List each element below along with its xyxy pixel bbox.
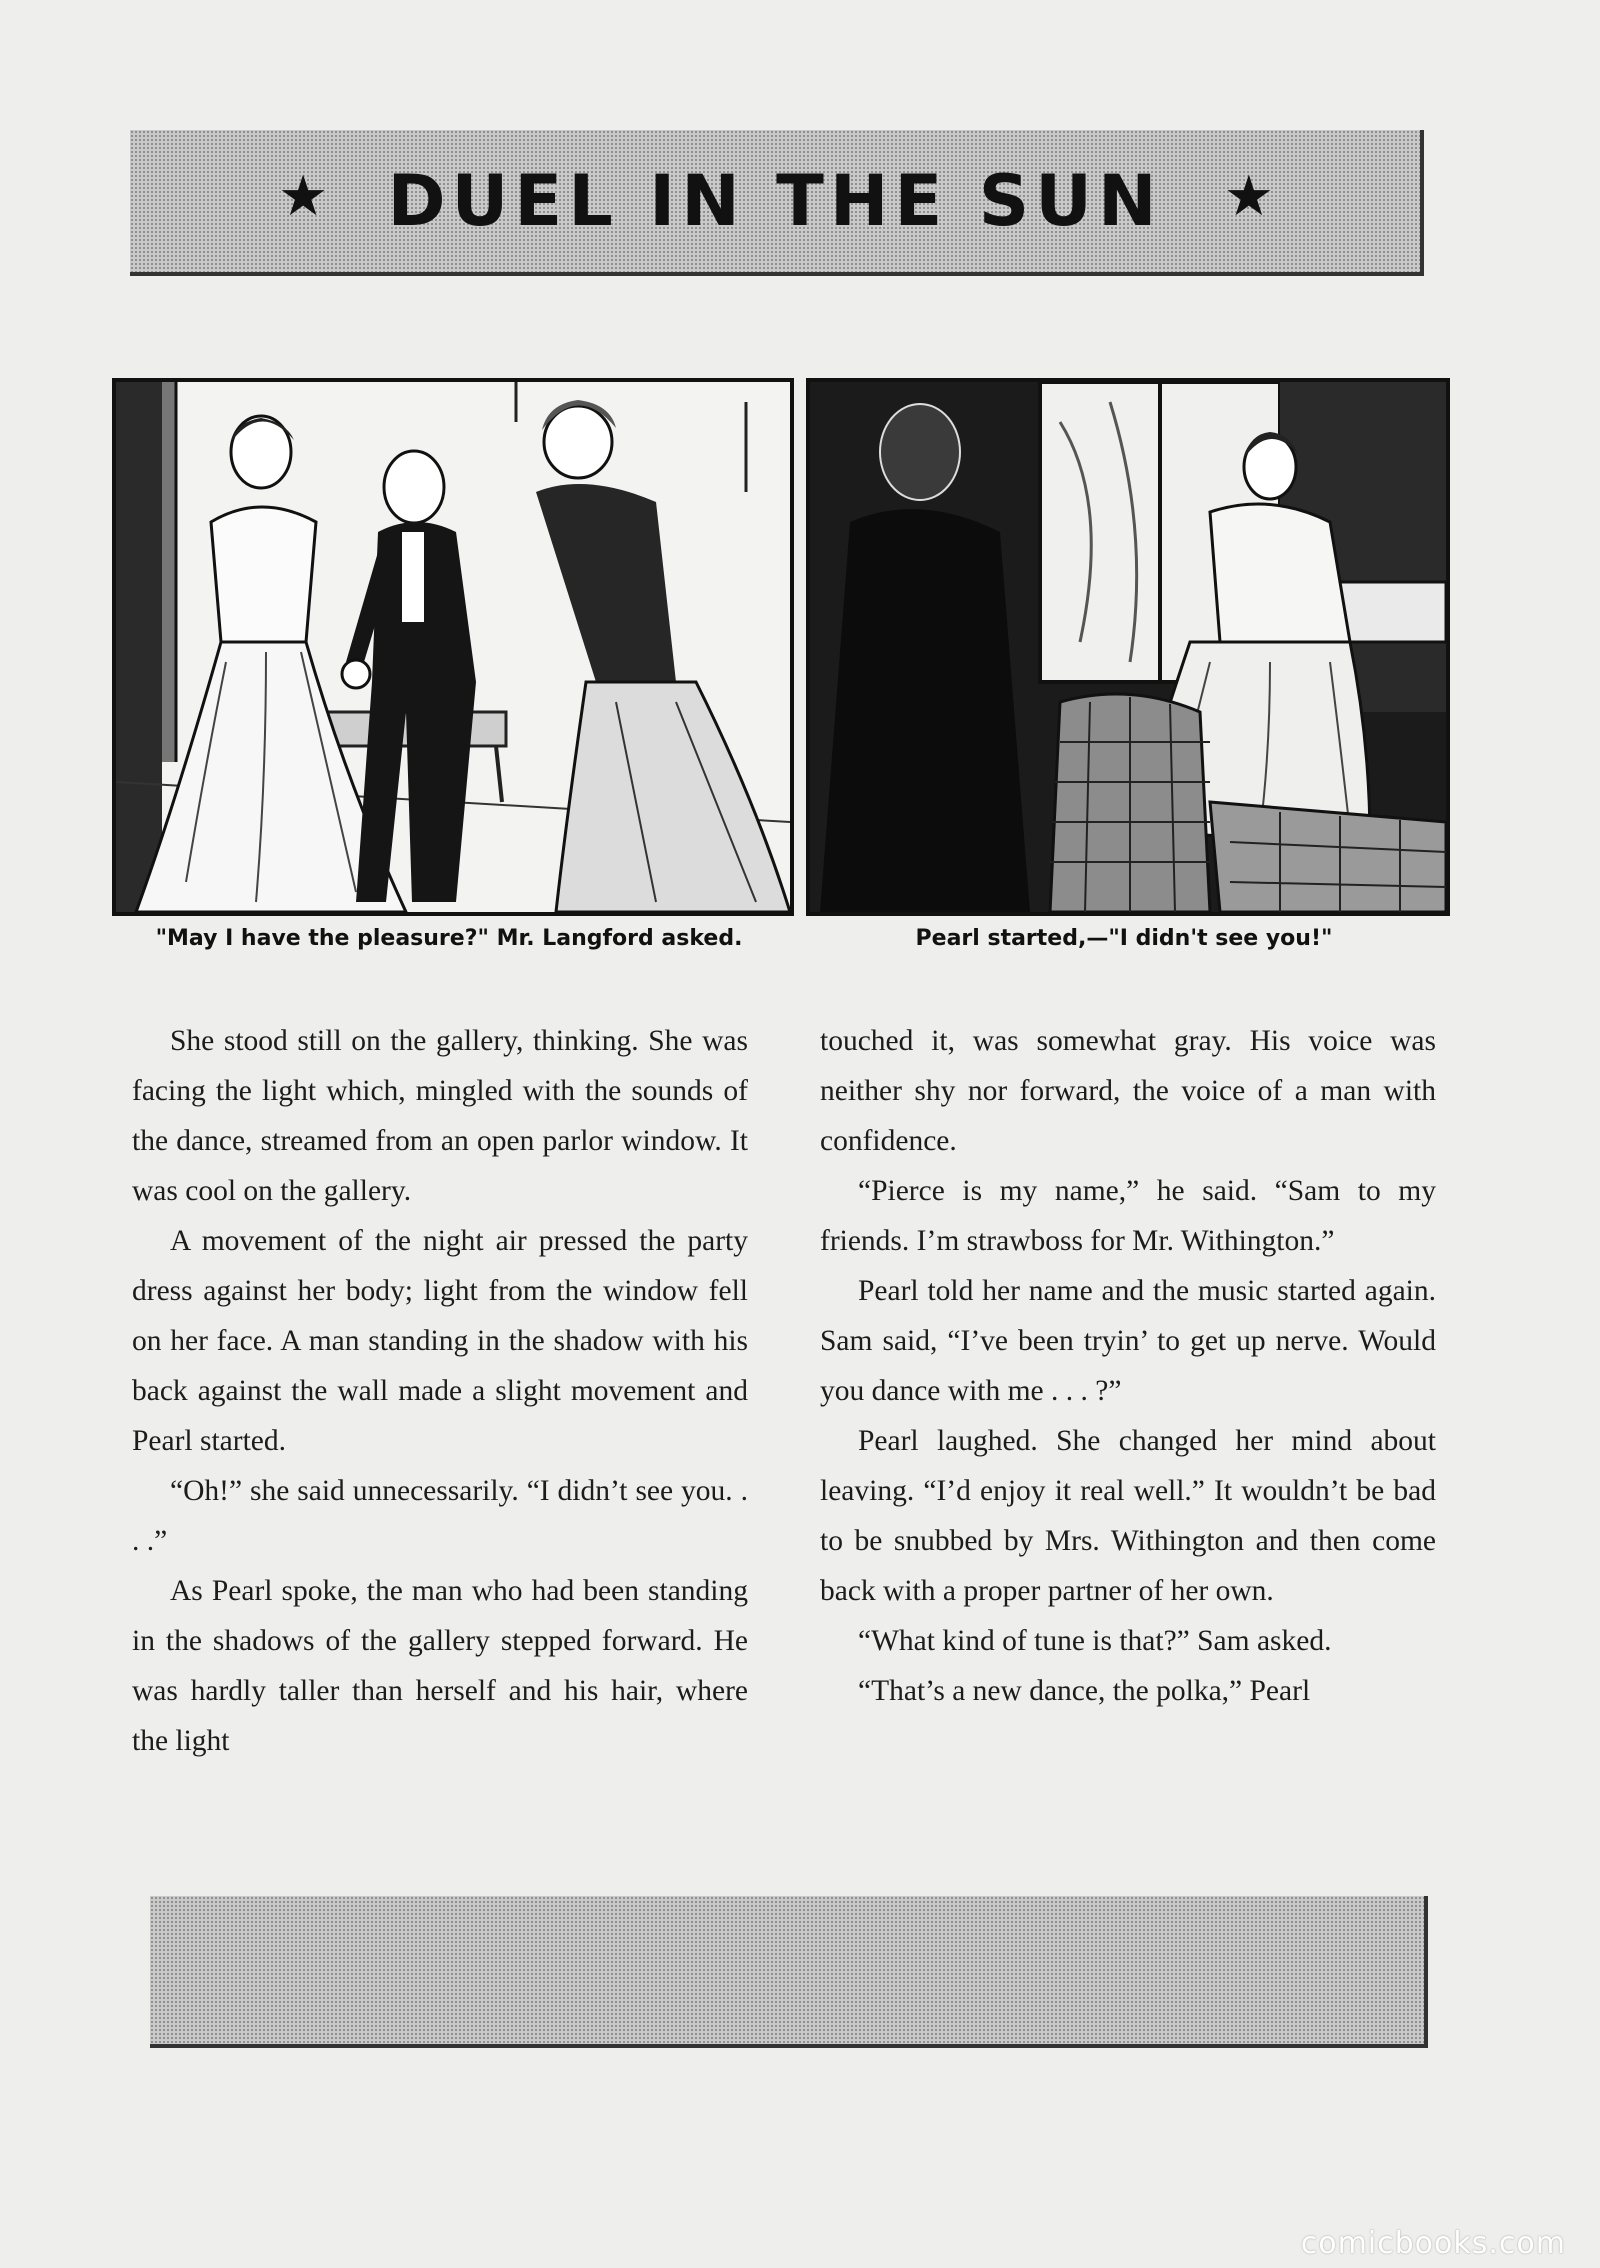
star-icon: ★ bbox=[278, 164, 329, 229]
text-column-right bbox=[820, 1016, 1436, 1716]
title-banner bbox=[130, 130, 1424, 276]
story-title: DUEL IN THE SUN bbox=[387, 160, 1163, 242]
watermark: comicbooks.com bbox=[1300, 2226, 1566, 2261]
gallery-drawing bbox=[810, 382, 1446, 912]
paragraph: She stood still on the gallery, thinking. She was facing the light which, mingled with the sounds of the dance, streamed from an open parlor window. It was cool on the gallery. bbox=[132, 1025, 748, 1207]
illustration-gallery bbox=[806, 378, 1450, 916]
paragraph: “What kind of tune is that?” Sam asked. bbox=[858, 1625, 1332, 1657]
bottom-banner bbox=[150, 1896, 1428, 2048]
paragraph: As Pearl spoke, the man who had been standing in the shadows of the gallery stepped forward. He was hardly taller than herself and his hair, where the light bbox=[132, 1575, 748, 1757]
text-column-left bbox=[132, 1016, 748, 1766]
panel-caption-two: Pearl started,—"I didn't see you!" bbox=[915, 926, 1333, 951]
paragraph: touched it, was somewhat gray. His voice was neither shy nor forward, the voice of a man with confidence. bbox=[820, 1025, 1436, 1157]
paragraph: Pearl laughed. She changed her mind about leaving. “I’d enjoy it real well.” It wouldn’t be bad to be snubbed by Mrs. Withington and then come back with a proper partner of her own. bbox=[820, 1425, 1436, 1607]
illustration-ballroom bbox=[112, 378, 794, 916]
paragraph: “Oh!” she said unnecessarily. “I didn’t see you. . . .” bbox=[132, 1475, 748, 1557]
paragraph: A movement of the night air pressed the party dress against her body; light from the window fell on her face. A man standing in the shadow with his back against the wall made a slight movement and Pearl started. bbox=[132, 1225, 748, 1457]
star-icon: ★ bbox=[1223, 164, 1274, 229]
paragraph: “That’s a new dance, the polka,” Pearl bbox=[858, 1675, 1311, 1707]
ballroom-drawing bbox=[116, 382, 790, 912]
panel-caption-one: "May I have the pleasure?" Mr. Langford asked. bbox=[155, 926, 743, 951]
paragraph: Pearl told her name and the music started again. Sam said, “I’ve been tryin’ to get up nerve. Would you dance with me . . . ?” bbox=[820, 1275, 1436, 1407]
paragraph: “Pierce is my name,” he said. “Sam to my friends. I’m strawboss for Mr. Withington.” bbox=[820, 1175, 1436, 1257]
